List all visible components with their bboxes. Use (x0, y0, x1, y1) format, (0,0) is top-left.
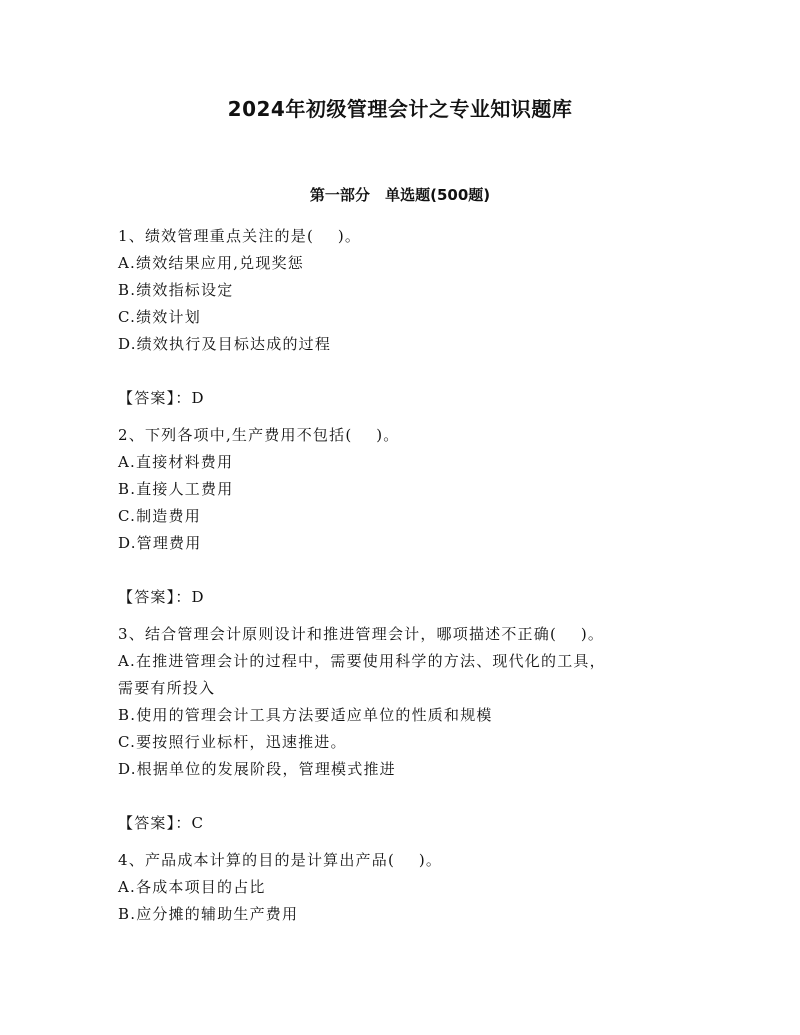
answer-line (118, 584, 688, 611)
option-a-continued: 需要有所投入 (118, 679, 216, 697)
question-item (118, 422, 688, 611)
option-a: A.直接材料费用 (118, 453, 234, 471)
option-d: D.绩效执行及目标达成的过程 (118, 335, 332, 353)
option-a: A.在推进管理会计的过程中，需要使用科学的方法、现代化的工具， (118, 652, 606, 670)
question-item (118, 223, 688, 412)
question-stem: 1、绩效管理重点关注的是( )。 (118, 227, 362, 245)
question-item (118, 621, 688, 837)
question-stem: 3、结合管理会计原则设计和推进管理会计，哪项描述不正确( )。 (118, 625, 605, 643)
option-a: A.各成本项目的占比 (118, 878, 266, 896)
option-d: D.根据单位的发展阶段，管理模式推进 (118, 760, 396, 778)
answer-line (118, 810, 688, 837)
answer-value: ：D (175, 588, 205, 606)
option-b: B.绩效指标设定 (118, 281, 234, 299)
question-stem: 2、下列各项中,生产费用不包括( )。 (118, 426, 400, 444)
option-b: B.使用的管理会计工具方法要适应单位的性质和规模 (118, 706, 493, 724)
answer-value: ：D (175, 389, 205, 407)
section-title: 第一部分 单选题(500题) (309, 186, 491, 204)
option-d: D.管理费用 (118, 534, 202, 552)
question-list (118, 223, 688, 928)
answer-line (118, 385, 688, 412)
question-stem: 4、产品成本计算的目的是计算出产品( )。 (118, 851, 443, 869)
option-c: C.绩效计划 (118, 308, 201, 326)
answer-label: 【答案】 (118, 588, 176, 606)
option-a: A.绩效结果应用,兑现奖惩 (118, 254, 304, 272)
option-c: C.制造费用 (118, 507, 201, 525)
option-c: C.要按照行业标杆，迅速推进。 (118, 733, 347, 751)
document-title: 2024年初级管理会计之专业知识题库 (227, 97, 573, 121)
answer-value: ：C (175, 814, 205, 832)
option-b: B.应分摊的辅助生产费用 (118, 905, 299, 923)
answer-label: 【答案】 (118, 814, 176, 832)
question-item (118, 847, 688, 928)
answer-label: 【答案】 (118, 389, 176, 407)
option-b: B.直接人工费用 (118, 480, 234, 498)
